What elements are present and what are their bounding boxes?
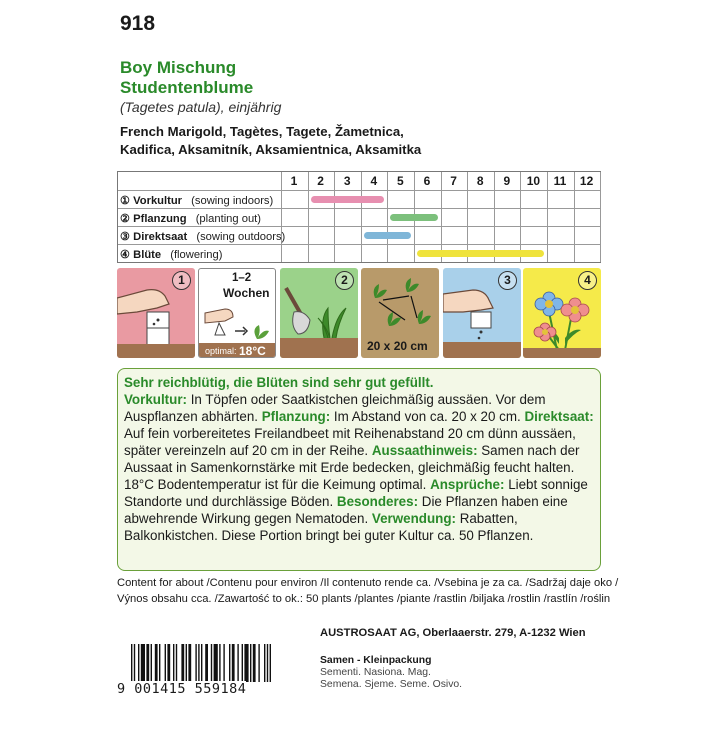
pictogram-strip (117, 268, 601, 358)
calendar-month-1: 1 (290, 174, 298, 188)
calendar-row-direktsaat (120, 230, 285, 243)
plant-name: Studentenblume (120, 78, 254, 97)
row-note: (planting out) (195, 213, 262, 225)
info-heading-aussaathinweis: Aussaathinweis: (371, 443, 478, 458)
row-label: ② Pflanzung (120, 213, 187, 225)
calendar-month-12: 12 (579, 174, 594, 188)
calendar-month-7: 7 (450, 174, 457, 188)
calendar-bar-row-3 (364, 232, 411, 239)
info-heading-direktsaat: Direktsaat: (524, 409, 594, 424)
calendar-bar-row-1 (311, 196, 385, 203)
info-heading-verwendung: Verwendung: (371, 511, 456, 526)
optimal-temperature: 18°C (239, 344, 266, 358)
pictogram-flowering (523, 268, 601, 358)
info-heading-vorkultur: Vorkultur: (124, 392, 187, 407)
calendar-row-bluete (120, 248, 222, 261)
calendar-month-8: 8 (476, 174, 484, 188)
package-type: Samen - Kleinpackung (320, 655, 432, 666)
calendar-bar-row-2 (390, 214, 437, 221)
info-text-besonderes: Die Pflanzen haben eine abwehrende Wirkung gegen Nematoden. (124, 494, 568, 526)
step-1-badge: 1 (172, 271, 191, 290)
calendar-month-3: 3 (343, 174, 351, 188)
info-heading-pflanzung: Pflanzung: (261, 409, 331, 424)
company-address: AUSTROSAAT AG, Oberlaaerstr. 279, A-1232 Wien (320, 627, 586, 639)
info-text-ansprueche: Liebt sonnige Standorte und durchlässige Böden. (124, 477, 588, 509)
info-text-pflanzung: Im Abstand von ca. 20 x 20 cm. (330, 409, 525, 424)
germination-weeks-range: 1–2 (232, 272, 252, 284)
calendar-month-6: 6 (423, 174, 431, 188)
calendar-bar-row-4 (417, 250, 544, 257)
package-translations-2: Semena. Sjeme. Seme. Osivo. (320, 679, 463, 690)
calendar-month-11: 11 (553, 174, 567, 188)
cultivation-instructions (117, 368, 601, 571)
step-2-badge: 2 (335, 271, 354, 290)
calendar-month-2: 2 (317, 174, 324, 188)
row-label: ④ Blüte (120, 249, 162, 261)
row-label: ① Vorkultur (120, 195, 183, 207)
calendar-month-5: 5 (397, 174, 404, 188)
info-text-verwendung: Rabatten, Balkonkistchen. Diese Portion bringt bei guter Kultur ca. 50 Pflanzen. (124, 511, 534, 543)
calendar-row-vorkultur (120, 194, 273, 207)
calendar-month-10: 10 (526, 174, 541, 188)
pictogram-planting-out (280, 268, 358, 358)
calendar-month-9: 9 (503, 174, 511, 188)
pictogram-spacing (361, 268, 439, 358)
pictogram-sowing-outdoors (443, 268, 521, 358)
pictogram-germination (198, 268, 276, 358)
package-translations-1: Sementi. Nasiona. Mag. (320, 667, 431, 678)
row-note: (sowing indoors) (191, 195, 274, 207)
calendar-month-4: 4 (370, 174, 378, 188)
germination-weeks-label: Wochen (223, 286, 270, 300)
row-note: (sowing outdoors) (196, 231, 286, 243)
info-heading-ansprueche: Ansprüche: (430, 477, 505, 492)
content-info-line-2: Výnos obsahu cca. /Zawartość to ok.: 50 plants /plantes /piante /rastlin /biljaka /rostlin /rastlín /roślin (117, 593, 611, 605)
info-text-direktsaat: Auf fein vorbereitetes Freilandbeet mit Reihenabstand 20 cm dünn aussäen, später vereinzeln auf 20 cm in der Reihe. (124, 426, 576, 458)
variety-title: Boy Mischung (120, 58, 237, 77)
translated-names-line-2: Kadifica, Aksamitník, Aksamientnica, Aksamitka (120, 142, 422, 157)
sowing-calendar (117, 171, 601, 263)
translated-names-line-1: French Marigold, Tagètes, Tagete, Žametnica, (120, 124, 404, 139)
latin-name: (Tagetes patula), einjährig (120, 99, 282, 115)
info-text-aussaathinweis: Samen nach der Aussaat in Samenkornstärke mit Erde bedecken, gleichmäßig feucht halten. 18°C Bodentemperatur ist für die Keimung optimal. (124, 443, 580, 492)
row-label: ③ Direktsaat (120, 231, 188, 243)
calendar-row-pflanzung (120, 212, 261, 225)
calendar-column-divider (600, 172, 601, 262)
plant-spacing-label: 20 x 20 cm (367, 339, 428, 353)
optimal-label: optimal: (205, 346, 237, 356)
info-text-vorkultur: In Töpfen oder Saatkistchen gleichmäßig aussäen. Vor dem Auspflanzen abhärten. (124, 392, 546, 424)
row-note: (flowering) (170, 249, 223, 261)
content-info-line-1: Content for about /Contenu pour environ /Il contenuto rende ca. /Vsebina je za ca. /Sadržaj daje oko / (117, 577, 619, 589)
barcode-number: 9 001415 559184 (117, 681, 247, 697)
product-number: 918 (120, 12, 156, 35)
pictogram-sowing-indoors (117, 268, 195, 358)
info-heading-besonderes: Besonderes: (336, 494, 419, 509)
info-lead: Sehr reichblütig, die Blüten sind sehr gut gefüllt. (124, 375, 434, 390)
step-4-badge: 4 (578, 271, 597, 290)
step-3-badge: 3 (498, 271, 517, 290)
